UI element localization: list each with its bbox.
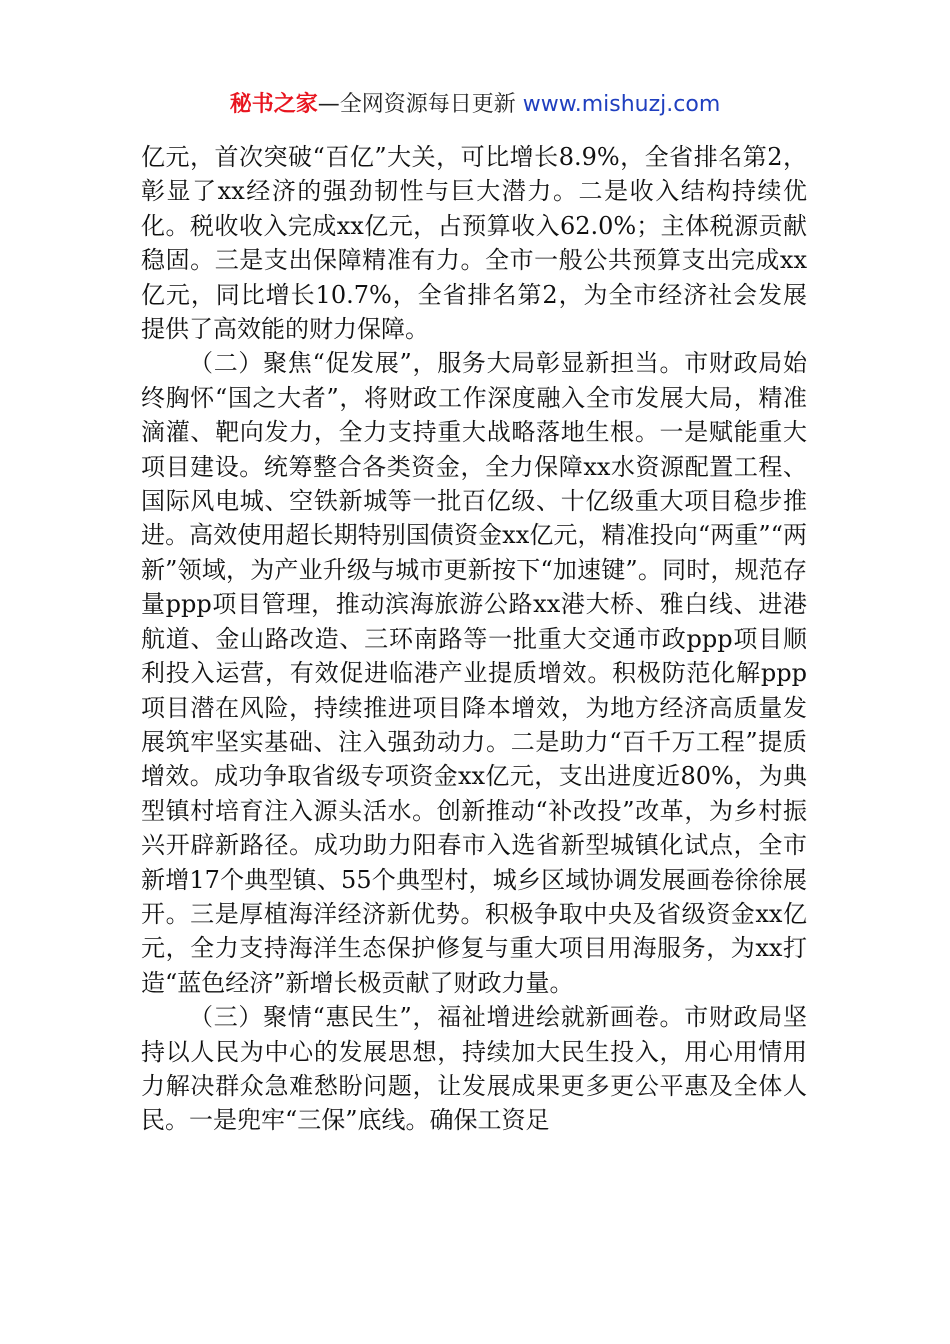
brand-name: 秘书之家 <box>229 92 318 117</box>
paragraph-continued: 亿元，首次突破“百亿”大关，可比增长8.9%，全省排名第2，彰显了xx经济的强劲韧性与巨大潜力。二是收入结构持续优化。税收收入完成xx亿元，占预算收入62.0%；主体税源贡献稳固。三是支出保障精准有力。全市一般公共预算支出完成xx亿元，同比增长10.7%，全省排名第2，为全市经济社会发展提供了高效能的财力保障。 <box>141 143 807 344</box>
header-slogan: —全网资源每日更新 <box>317 92 523 117</box>
paragraph-section-2: （二）聚焦“促发展”，服务大局彰显新担当。市财政局始终胸怀“国之大者”，将财政工作深度融入全市发展大局，精准滴灌、靶向发力，全力支持重大战略落地生根。一是赋能重大项目建设。统筹整合各类资金，全力保障xx水资源配置工程、国际风电城、空铁新城等一批百亿级、十亿级重大项目稳步推进。高效使用超长期特别国债资金xx亿元，精准投向“两重”“两新”领域，为产业升级与城市更新按下“加速键”。同时，规范存量ppp项目管理，推动滨海旅游公路xx港大桥、雅白线、进港航道、金山路改造、三环南路等一批重大交通市政ppp项目顺利投入运营，有效促进临港产业提质增效。积极防范化解ppp项目潜在风险，持续推进项目降本增效，为地方经济高质量发展筑牢坚实基础、注入强劲动力。二是助力“百千万工程”提质增效。成功争取省级专项资金xx亿元，支出进度近80%，为典型镇村培育注入源头活水。创新推动“补改投”改革，为乡村振兴开辟新路径。成功助力阳春市入选省新型城镇化试点，全市新增17个典型镇、55个典型村，城乡区域协调发展画卷徐徐展开。三是厚植海洋经济新优势。积极争取中央及省级资金xx亿元，全力支持海洋生态保护修复与重大项目用海服务，为xx打造“蓝色经济”新增长极贡献了财政力量。 <box>141 349 807 997</box>
site-url-link[interactable]: www.mishuzj.com <box>522 92 721 117</box>
paragraph-section-3: （三）聚情“惠民生”，福祉增进绘就新画卷。市财政局坚持以人民为中心的发展思想，持续加大民生投入，用心用情用力解决群众急难愁盼问题，让发展成果更多更公平惠及全体人民。一是兜牢“三保”底线。确保工资足 <box>141 1003 807 1135</box>
page-header <box>0 88 950 122</box>
document-body <box>141 140 807 1138</box>
